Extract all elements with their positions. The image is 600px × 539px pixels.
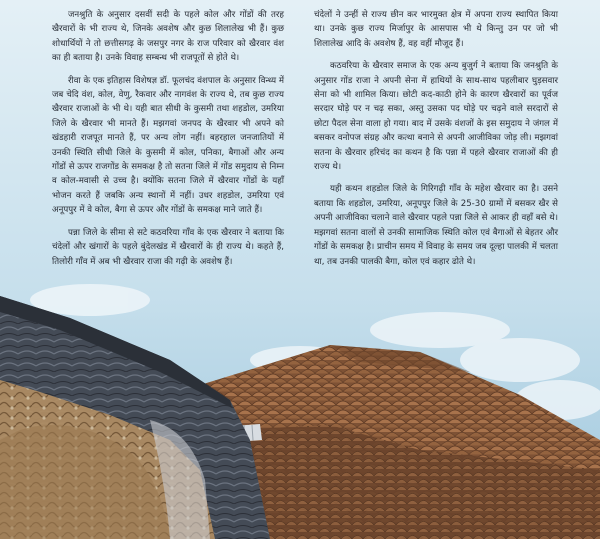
text-column-left [52,8,284,277]
text-column-right [314,8,558,277]
paragraph: कठवरिया के खैरवार समाज के एक अन्य बुजुर्ग ने बताया कि जनश्रुति के अनुसार गोंड राजा ने अपनी सेना में हाथियों के साथ-साथ पहलीबार घुड़सवार सेना को भी शामिल किया। छोटी कद-काठी होने के कारण खैरवारों का पूर्वज सरदार घोड़े पर न चढ़ सका, अस्तु उसका पद घोड़े पर चढ़ने वाले सरदारों से छोटा पैदल सेना वाला हो गया। बाद में उसके वंशजों के इस समुदाय ने जंगल में बसकर वनोपज संग्रह और कत्था बनाने से अपनी आजीविका जोड़ ली। मझगवां सतना के खैरवार हरिचंद का कथन है कि पन्ना में पहले खैरवार राजाओं की ही राज्य थे। [314,61,558,173]
paragraph: जनश्रुति के अनुसार दसवीं सदी के पहले कोल और गोंडों की तरह खैरवारों के भी राज्य थे, जिनके अवशेष और कुछ शिलालेख भी हैं। कुछ शोधार्थियों ने तो छत्तीसगढ़ के जसपुर नगर के राज परिवार को खैरवार वंश का ही बताया है। उनके विवाह सम्बन्ध भी राजपूतों से होते थे। [52,10,284,64]
paragraph: यही कथन शहडोल जिले के गिरिगढ़ी गाँव के महेश खैरवार का है। उसने बताया कि शहडोल, उमरिया, अनूपपुर जिले के 25-30 ग्रामों में बसकर खैर से अपनी आजीविका चलाने वाले खैरवार पहले पन्ना जिले से आकर ही वहाँ बसे थे। मझगवां सतना वालों से उनकी सामाजिक स्थिति कोल एवं बैगाओं से बेहतर और गोंडों के समकक्ष है। प्राचीन समय में विवाह के समय जब दूल्हा पालकी में चलता था, तब उनकी पालकी बैगा, कोल एवं कहार ढोते थे। [314,184,558,267]
paragraph: रीवा के एक इतिहास विशेषज्ञ डॉ. फूलचंद वंशपाल के अनुसार विन्ध्य में जब चेदि वंश, कोल, वेणु, रैकवार और नागवंश के राज्य थे, तब कुछ राज्य खैरवार राजाओं के भी थे। यही बात सीधी के कुसमी तथा शहडोल, उमरिया जिले के खैरवार भी मानते हैं। मझगवां जनपद के खैरवार भी अपने को खंडहारी राजपूत मानते हैं, पर अन्य लोग नहीं। बहरहाल जनजातियों में उनकी स्थिति सीधी जिले के कुसमी में कोल, पनिका, बैगाओं और अन्य गोंडों से ऊपर राजगोंड के समकक्ष है तो सतना जिले में गोंड समुदाय से निम्न व कोल-मवासी से उच्च है। क्योंकि सतना जिले में खैरवार गोंडों के यहाँ भोजन करते हैं जबकि अन्य स्थानों में नहीं। उधर शहडोल, उमरिया एवं अनूपपुर में वे कोल, बैगा से ऊपर और गोंडों के समकक्ष माने जाते हैं। [52,75,284,216]
paragraph: पन्ना जिले के सीमा से सटे कठवरिया गाँव के एक खैरवार ने बताया कि चंदेलों और खंगारों के पहले बुंदेलखंड में खैरवारों के ही राज्य थे। कहते हैं, तिलोरी गाँव में अब भी खैरवार राजा की गढ़ी के अवशेष हैं। [52,227,284,267]
paragraph: चंदेलों ने उन्हीं से राज्य छीन कर भारमुक्त क्षेत्र में अपना राज्य स्थापित किया था। उनके कुछ राज्य मिर्जापुर के आसपास भी थे किन्तु उन पर जो भी शिलालेख आदि के अवशेष हैं, वह वहीं मौजूद हैं। [314,10,558,49]
